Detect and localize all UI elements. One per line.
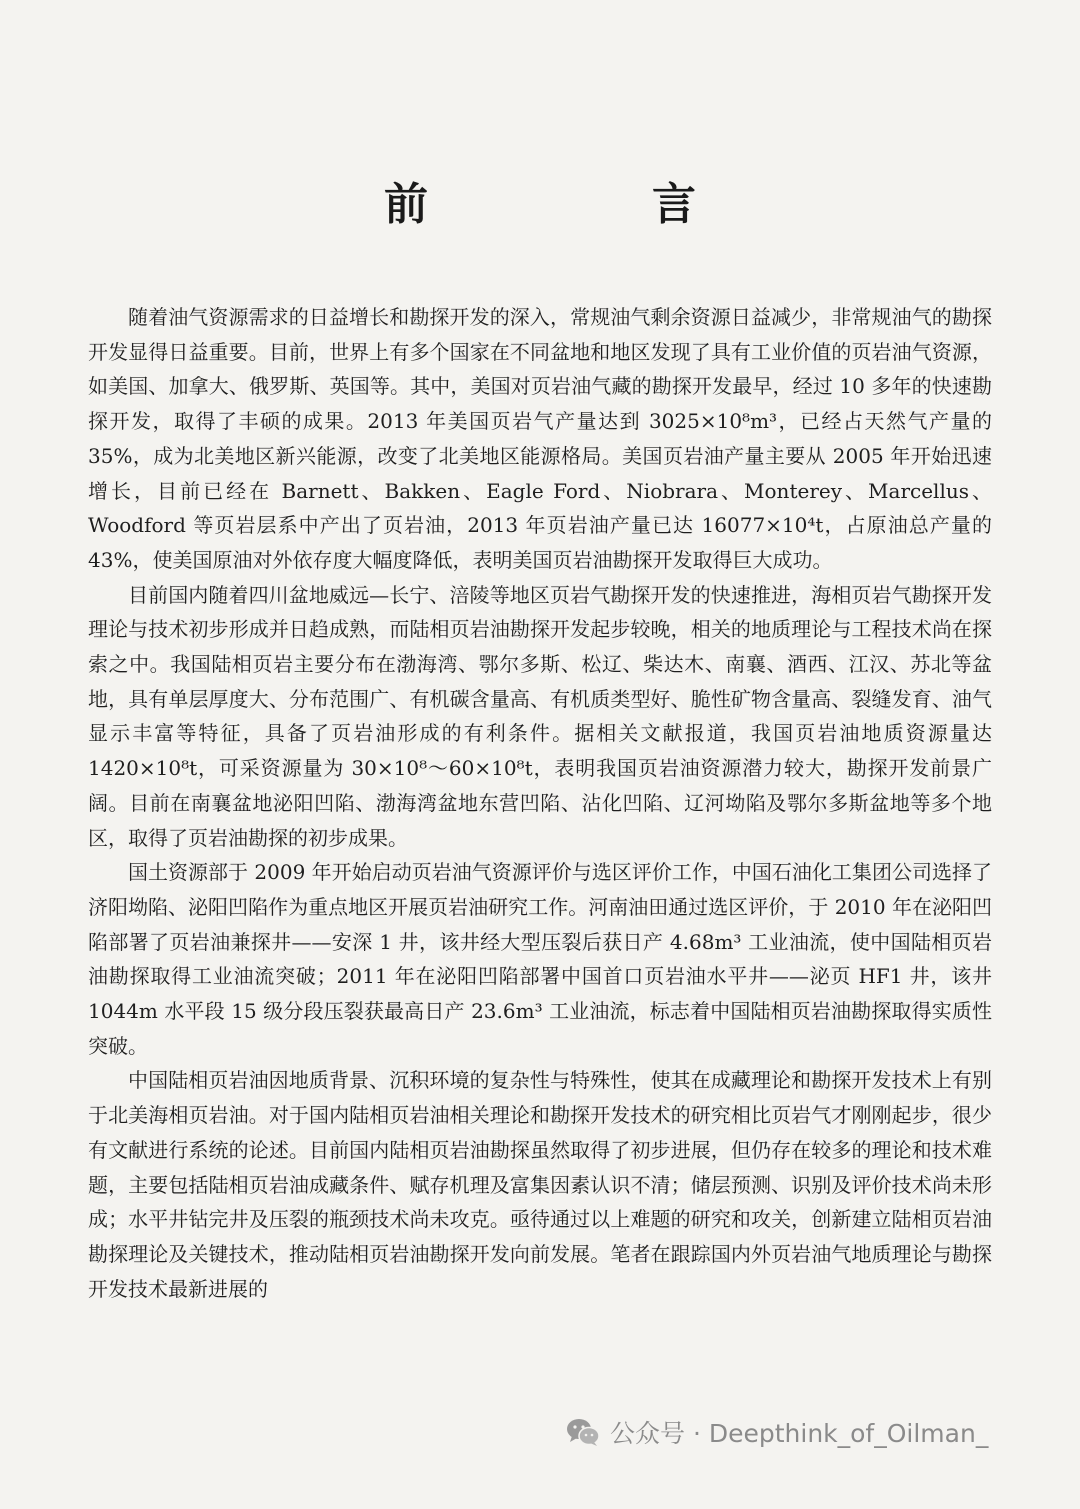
paragraph-3: 国土资源部于 2009 年开始启动页岩油气资源评价与选区评价工作，中国石油化工集团公司选择了济阳坳陷、泌阳凹陷作为重点地区开展页岩油研究工作。河南油田通过选区评价，于 2010 年在泌阳凹陷部署了页岩油兼探井——安深 1 井，该井经大型压裂后获日产 4.68m³ 工业油流，使中国陆相页岩油勘探取得工业油流突破；2011 年在泌阳凹陷部署中国首口页岩油水平井——泌页 HF1 井，该井 1044m 水平段 15 级分段压裂获最高日产 23.6m³ 工业油流，标志着中国陆相页岩油勘探取得实质性突破。 bbox=[88, 860, 992, 1058]
wechat-icon bbox=[566, 1417, 600, 1447]
watermark-text: 公众号 · Deepthink_of_Oilman_ bbox=[610, 1419, 989, 1448]
paragraph-1: 随着油气资源需求的日益增长和勘探开发的深入，常规油气剩余资源日益减少，非常规油气的勘探开发显得日益重要。目前，世界上有多个国家在不同盆地和地区发现了具有工业价值的页岩油气资源，如美国、加拿大、俄罗斯、英国等。其中，美国对页岩油气藏的勘探开发最早，经过 10 多年的快速勘探开发，取得了丰硕的成果。2013 年美国页岩气产量达到 3025×10⁸m³，已经占天然气产量的 35%，成为北美地区新兴能源，改变了北美地区能源格局。美国页岩油产量主要从 2005 年开始迅速增长，目前已经在 Barnett、Bakken、Eagle Ford、Niobrara、Monterey、Marcellus、Woodford 等页岩层系中产出了页岩油，2013 年页岩油产量已达 16077×10⁴t，占原油总产量的 43%，使美国原油对外依存度大幅度降低，表明美国页岩油勘探开发取得巨大成功。 bbox=[88, 305, 992, 572]
preface-body bbox=[88, 300, 992, 1306]
page-title: 前 言 bbox=[384, 179, 786, 230]
paragraph-4: 中国陆相页岩油因地质背景、沉积环境的复杂性与特殊性，使其在成藏理论和勘探开发技术上有别于北美海相页岩油。对于国内陆相页岩油相关理论和勘探开发技术的研究相比页岩气才刚刚起步，很少有文献进行系统的论述。目前国内陆相页岩油勘探虽然取得了初步进展，但仍存在较多的理论和技术难题，主要包括陆相页岩油成藏条件、赋存机理及富集因素认识不清；储层预测、识别及评价技术尚未形成；水平井钻完井及压裂的瓶颈技术尚未攻克。亟待通过以上难题的研究和攻关，创新建立陆相页岩油勘探理论及关键技术，推动陆相页岩油勘探开发向前发展。笔者在跟踪国内外页岩油气地质理论与勘探开发技术最新进展的 bbox=[88, 1068, 992, 1301]
paragraph-2: 目前国内随着四川盆地威远—长宁、涪陵等地区页岩气勘探开发的快速推进，海相页岩气勘探开发理论与技术初步形成并日趋成熟，而陆相页岩油勘探开发起步较晚，相关的地质理论与工程技术尚在探索之中。我国陆相页岩主要分布在渤海湾、鄂尔多斯、松辽、柴达木、南襄、酒西、江汉、苏北等盆地，具有单层厚度大、分布范围广、有机碳含量高、有机质类型好、脆性矿物含量高、裂缝发育、油气显示丰富等特征，具备了页岩油形成的有利条件。据相关文献报道，我国页岩油地质资源量达 1420×10⁸t，可采资源量为 30×10⁸～60×10⁸t，表明我国页岩油资源潜力较大，勘探开发前景广阔。目前在南襄盆地泌阳凹陷、渤海湾盆地东营凹陷、沾化凹陷、辽河坳陷及鄂尔多斯盆地等多个地区，取得了页岩油勘探的初步成果。 bbox=[88, 582, 992, 850]
wechat-watermark bbox=[566, 1412, 988, 1452]
